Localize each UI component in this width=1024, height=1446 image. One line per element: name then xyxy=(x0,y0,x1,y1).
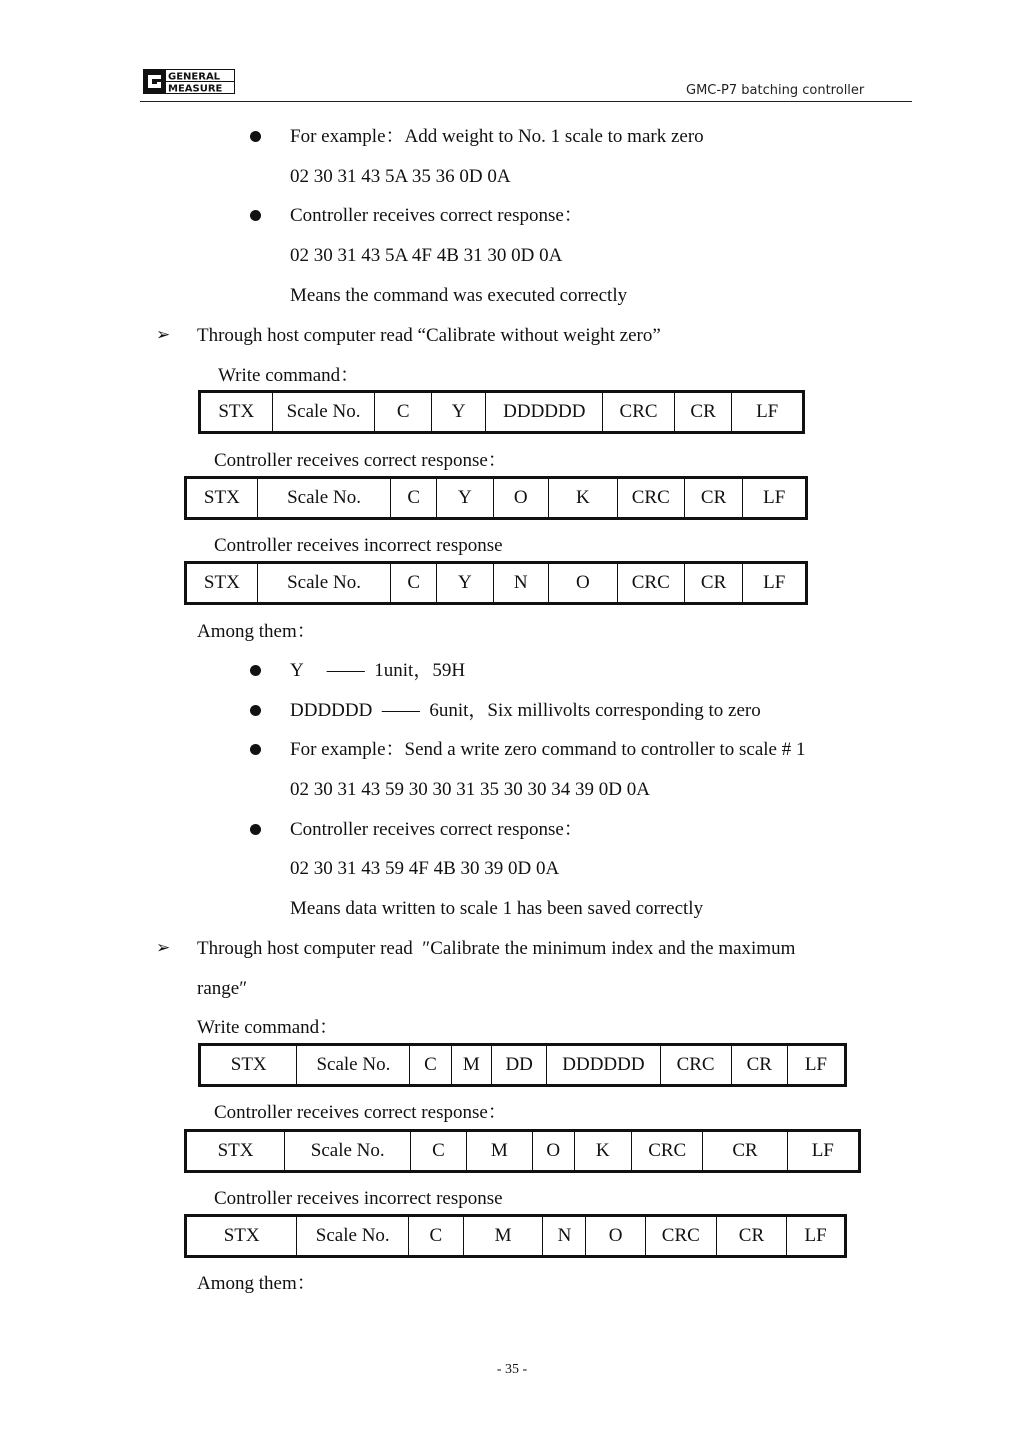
among-them-label: Among them： xyxy=(197,1273,316,1294)
frame-cell: Scale No. xyxy=(297,1216,409,1257)
bullet-icon xyxy=(250,705,261,716)
frame-cell: C xyxy=(375,392,431,433)
bullet-icon xyxy=(250,210,261,221)
frame-cell: Scale No. xyxy=(257,478,391,519)
frame-cell: CR xyxy=(703,1131,787,1172)
incorrect-response-frame-table xyxy=(184,1214,847,1258)
frame-cell: M xyxy=(463,1216,543,1257)
frame-cell: STX xyxy=(200,392,273,433)
among-them-label: Among them： xyxy=(197,621,316,642)
arrow-bullet-icon: ➢ xyxy=(156,938,171,958)
frame-cell: N xyxy=(493,563,548,604)
response-code: 02 30 31 43 59 4F 4B 30 39 0D 0A xyxy=(290,858,560,879)
frame-cell: Scale No. xyxy=(272,392,375,433)
header-divider xyxy=(140,101,912,102)
frame-cell: LF xyxy=(787,1131,859,1172)
frame-cell: O xyxy=(532,1131,574,1172)
frame-cell: O xyxy=(586,1216,645,1257)
frame-cell: LF xyxy=(787,1216,846,1257)
incorrect-response-frame-table xyxy=(184,561,808,605)
frame-cell: Y xyxy=(437,478,493,519)
arrow-bullet-icon: ➢ xyxy=(156,325,171,345)
response-note: Means the command was executed correctly xyxy=(290,285,628,306)
response-label: Controller receives correct response： xyxy=(290,819,583,840)
bullet-icon xyxy=(250,665,261,676)
write-command-label: Write command： xyxy=(197,1017,339,1038)
svg-text:MEASURE: MEASURE xyxy=(168,83,223,94)
frame-cell: C xyxy=(409,1216,464,1257)
frame-cell: N xyxy=(543,1216,586,1257)
response-note: Means data written to scale 1 has been saved correctly xyxy=(290,898,704,919)
frame-cell: DDDDDD xyxy=(547,1045,660,1086)
correct-response-frame-table xyxy=(184,1129,861,1173)
frame-cell: CRC xyxy=(617,563,684,604)
section-heading: Through host computer read “Calibrate without weight zero” xyxy=(197,325,661,346)
frame-cell: Scale No. xyxy=(285,1131,411,1172)
frame-cell: O xyxy=(493,478,548,519)
frame-cell: Scale No. xyxy=(297,1045,410,1086)
frame-cell: LF xyxy=(743,478,807,519)
example-code: 02 30 31 43 59 30 30 31 35 30 30 34 39 0D 0A xyxy=(290,779,650,800)
frame-cell: M xyxy=(466,1131,532,1172)
frame-cell: K xyxy=(574,1131,631,1172)
frame-cell: Y xyxy=(437,563,493,604)
page-number: - 35 - xyxy=(496,1362,528,1377)
section-heading: Through host computer read ″Calibrate the minimum index and the maximum xyxy=(197,938,796,959)
response-label: Controller receives correct response： xyxy=(290,205,583,226)
bullet-icon xyxy=(250,824,261,835)
frame-cell: CR xyxy=(716,1216,786,1257)
frame-cell: O xyxy=(548,563,617,604)
frame-cell: STX xyxy=(186,563,258,604)
frame-cell: Scale No. xyxy=(257,563,391,604)
frame-cell: CR xyxy=(731,1045,787,1086)
correct-response-frame-table xyxy=(184,476,808,520)
frame-cell: CR xyxy=(674,392,731,433)
example-code: 02 30 31 43 5A 35 36 0D 0A xyxy=(290,166,511,187)
response-code: 02 30 31 43 5A 4F 4B 31 30 0D 0A xyxy=(290,245,563,266)
frame-cell: STX xyxy=(200,1045,297,1086)
frame-cell: C xyxy=(391,478,437,519)
frame-cell: M xyxy=(451,1045,491,1086)
correct-response-label: Controller receives correct response： xyxy=(214,450,507,471)
frame-cell: CR xyxy=(684,478,743,519)
general-measure-logo xyxy=(143,69,235,94)
bullet-icon xyxy=(250,131,261,142)
document-header-title: GMC-P7 batching controller xyxy=(686,83,865,98)
frame-cell: C xyxy=(410,1045,451,1086)
frame-cell: STX xyxy=(186,478,258,519)
frame-cell: CRC xyxy=(617,478,684,519)
frame-cell: STX xyxy=(186,1216,297,1257)
frame-cell: LF xyxy=(787,1045,845,1086)
frame-cell: CRC xyxy=(603,392,675,433)
write-command-label: Write command： xyxy=(218,365,360,386)
frame-cell: CRC xyxy=(631,1131,703,1172)
frame-cell: CRC xyxy=(645,1216,716,1257)
correct-response-label: Controller receives correct response： xyxy=(214,1102,507,1123)
frame-cell: STX xyxy=(186,1131,285,1172)
frame-cell: CR xyxy=(684,563,743,604)
incorrect-response-label: Controller receives incorrect response xyxy=(214,535,503,556)
field-definition-y: Y —— 1unit，59H xyxy=(290,660,466,681)
frame-cell: LF xyxy=(743,563,807,604)
write-command-frame-table xyxy=(198,1043,847,1087)
frame-cell: DDDDDD xyxy=(486,392,603,433)
write-command-frame-table xyxy=(198,390,805,434)
frame-cell: C xyxy=(391,563,437,604)
bullet-icon xyxy=(250,744,261,755)
frame-cell: DD xyxy=(492,1045,547,1086)
frame-cell: C xyxy=(411,1131,466,1172)
example-label: For example：Send a write zero command to controller to scale # 1 xyxy=(290,739,806,760)
section-heading-continued: range″ xyxy=(197,978,248,999)
svg-text:GENERAL: GENERAL xyxy=(168,71,221,83)
incorrect-response-label: Controller receives incorrect response xyxy=(214,1188,503,1209)
field-definition-dddddd: DDDDDD —— 6unit，Six millivolts corresponding to zero xyxy=(290,700,761,721)
frame-cell: Y xyxy=(431,392,485,433)
frame-cell: CRC xyxy=(660,1045,731,1086)
frame-cell: LF xyxy=(732,392,804,433)
frame-cell: K xyxy=(548,478,617,519)
example-label: For example：Add weight to No. 1 scale to mark zero xyxy=(290,126,704,147)
